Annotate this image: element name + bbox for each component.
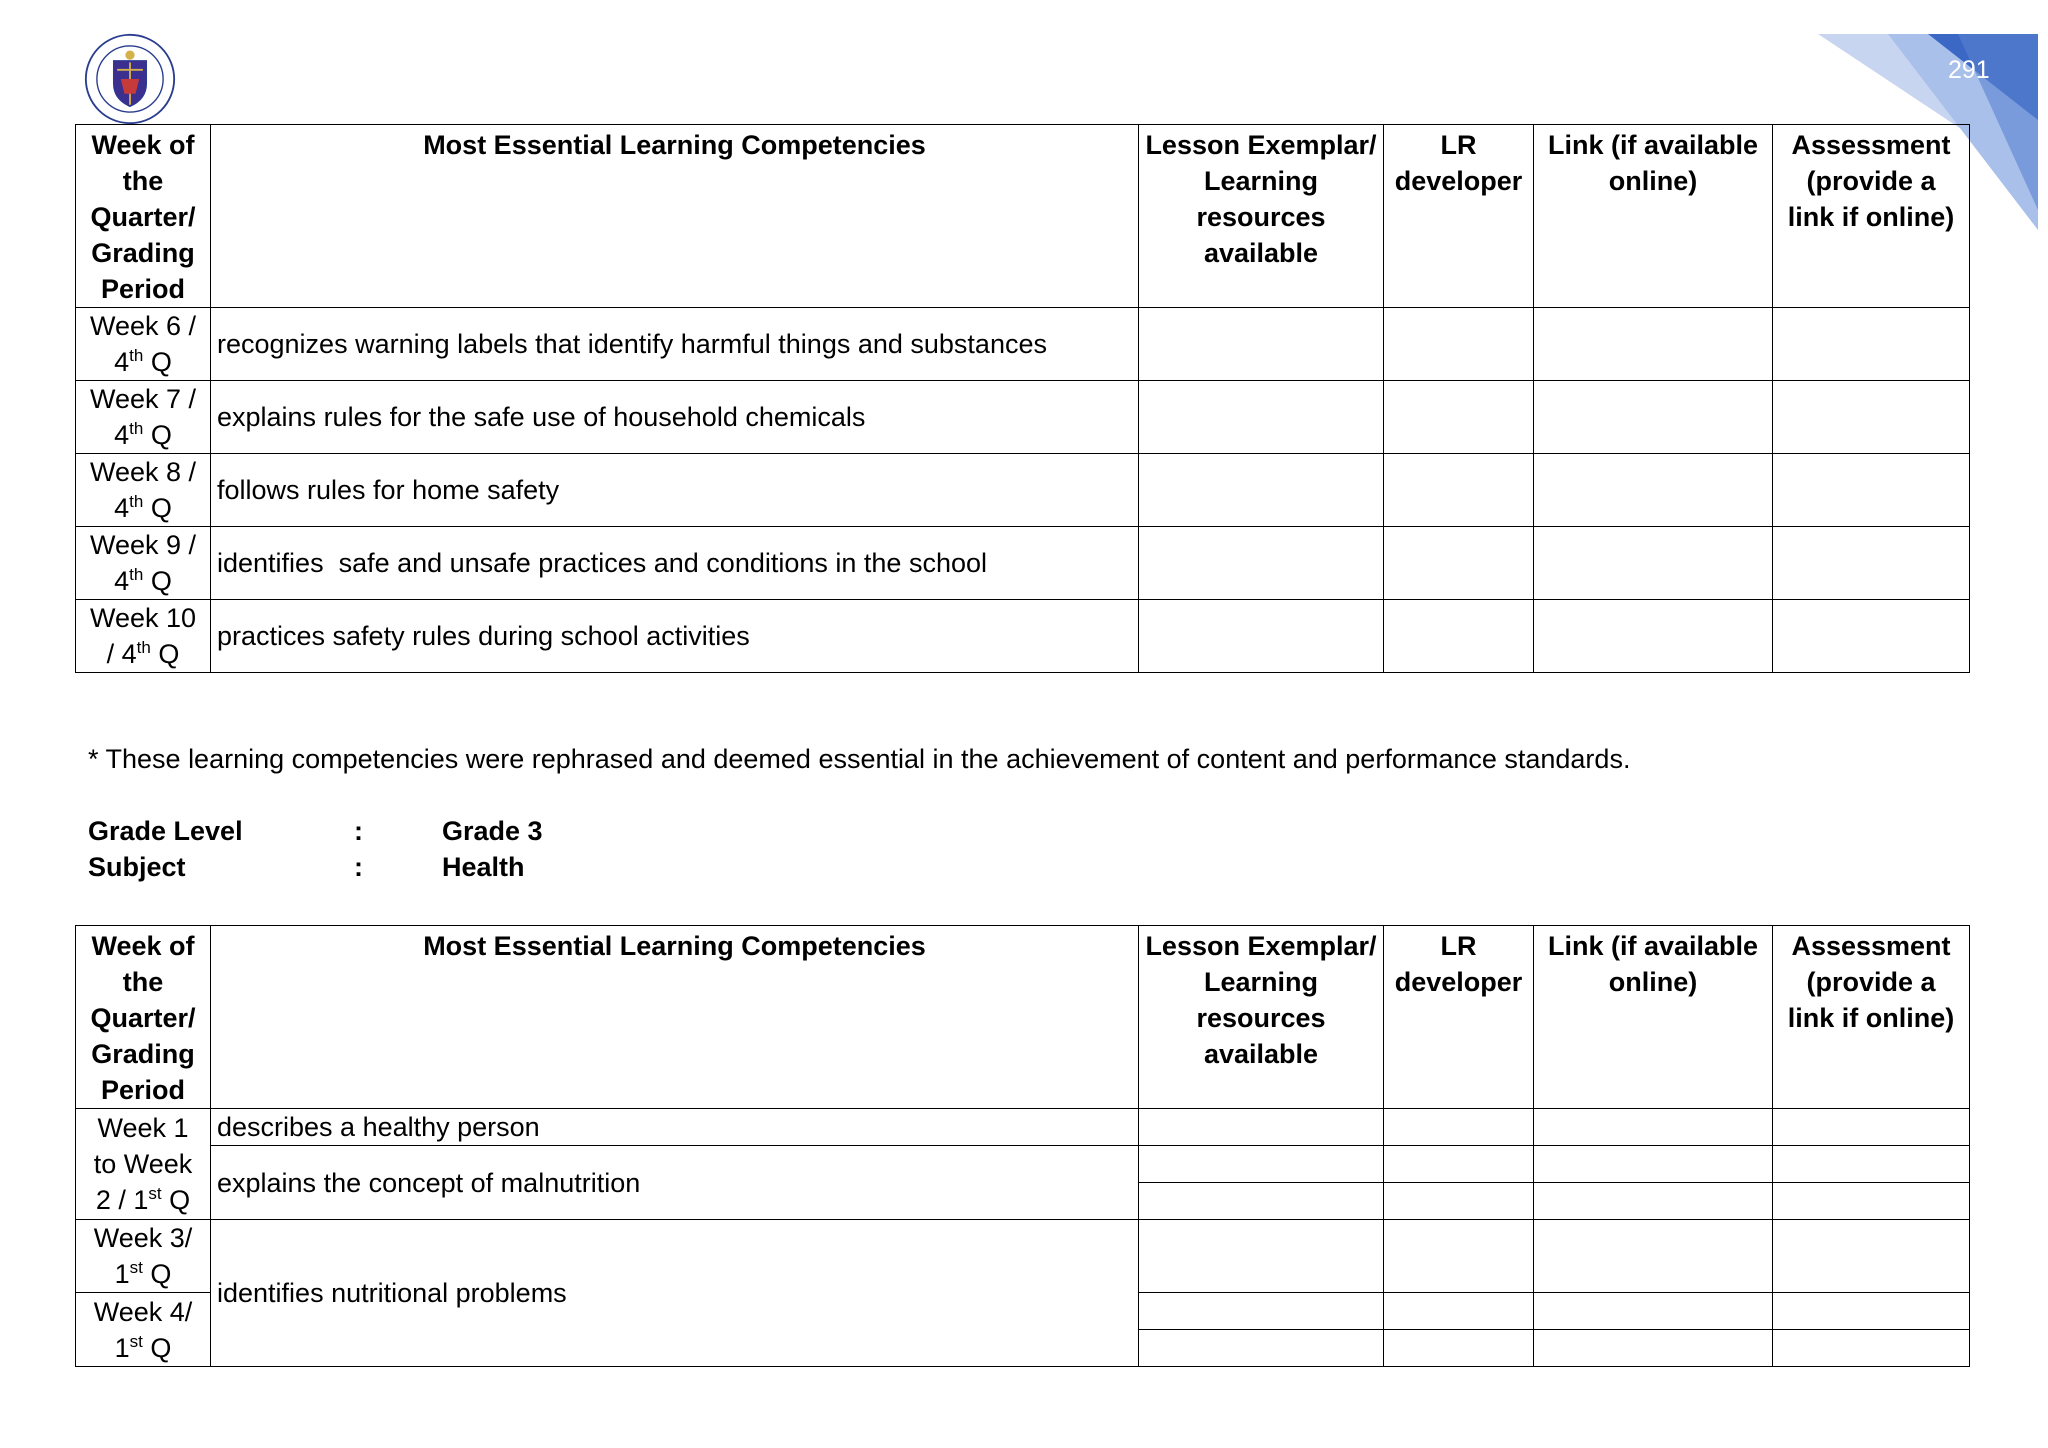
lr-cell <box>1384 1183 1534 1220</box>
lesson-cell <box>1139 381 1384 454</box>
table-row <box>76 454 1970 527</box>
week-cell: Week 4/ 1st Q <box>76 1293 211 1367</box>
competency-cell: practices safety rules during school activities <box>211 600 1139 673</box>
assessment-cell <box>1773 600 1970 673</box>
grade-level-value: Grade 3 <box>442 816 543 846</box>
link-cell <box>1534 1330 1773 1367</box>
assessment-cell <box>1773 1146 1970 1183</box>
table-header-row <box>76 926 1970 1109</box>
header-competency: Most Essential Learning Competencies <box>211 926 1139 1109</box>
table-row <box>76 1220 1970 1293</box>
assessment-cell <box>1773 527 1970 600</box>
lr-cell <box>1384 1293 1534 1330</box>
lesson-cell <box>1139 454 1384 527</box>
lesson-cell <box>1139 1109 1384 1146</box>
header-competency: Most Essential Learning Competencies <box>211 125 1139 308</box>
assessment-cell <box>1773 454 1970 527</box>
link-cell <box>1534 308 1773 381</box>
header-assessment: Assessment (provide a link if online) <box>1773 125 1970 308</box>
table-row <box>76 600 1970 673</box>
competency-table-2 <box>75 925 1970 1367</box>
lesson-cell <box>1139 1183 1384 1220</box>
grade-level-sep: : <box>354 816 363 846</box>
lr-cell <box>1384 1330 1534 1367</box>
link-cell <box>1534 1183 1773 1220</box>
subject-label: Subject <box>88 852 186 882</box>
deped-seal-logo <box>84 33 176 125</box>
competency-cell: follows rules for home safety <box>211 454 1139 527</box>
header-link: Link (if available online) <box>1534 125 1773 308</box>
lesson-cell <box>1139 527 1384 600</box>
lesson-cell <box>1139 1220 1384 1293</box>
assessment-cell <box>1773 1293 1970 1330</box>
competency-table-1 <box>75 124 1970 673</box>
assessment-cell <box>1773 1330 1970 1367</box>
header-lr-developer: LR developer <box>1384 926 1534 1109</box>
table-row <box>76 308 1970 381</box>
table-row <box>76 1146 1970 1183</box>
competency-cell: explains the concept of malnutrition <box>211 1146 1139 1220</box>
competency-cell: identifies safe and unsafe practices and conditions in the school <box>211 527 1139 600</box>
page-number: 291 <box>1948 56 1990 84</box>
competency-cell: describes a healthy person <box>211 1109 1139 1146</box>
week-cell: Week 6 / 4th Q <box>76 308 211 381</box>
week-cell: Week 7 / 4th Q <box>76 381 211 454</box>
link-cell <box>1534 1109 1773 1146</box>
lr-cell <box>1384 1220 1534 1293</box>
lesson-cell <box>1139 1146 1384 1183</box>
lr-cell <box>1384 381 1534 454</box>
header-lesson: Lesson Exemplar/ Learning resources available <box>1139 125 1384 308</box>
week-cell: Week 1 to Week 2 / 1st Q <box>76 1109 211 1220</box>
lesson-cell <box>1139 1293 1384 1330</box>
header-link: Link (if available online) <box>1534 926 1773 1109</box>
header-week: Week of the Quarter/ Grading Period <box>76 926 211 1109</box>
link-cell <box>1534 1220 1773 1293</box>
assessment-cell <box>1773 1109 1970 1146</box>
lesson-cell <box>1139 600 1384 673</box>
lr-cell <box>1384 600 1534 673</box>
link-cell <box>1534 600 1773 673</box>
lesson-cell <box>1139 1330 1384 1367</box>
table-row <box>76 1109 1970 1146</box>
table-row <box>76 527 1970 600</box>
lr-cell <box>1384 1146 1534 1183</box>
footnote: * These learning competencies were rephrased and deemed essential in the achievement of content and performance standards. <box>88 744 1631 774</box>
lr-cell <box>1384 454 1534 527</box>
competency-cell: identifies nutritional problems <box>211 1220 1139 1367</box>
lr-cell <box>1384 527 1534 600</box>
link-cell <box>1534 1293 1773 1330</box>
grade-level-label: Grade Level <box>88 816 243 846</box>
link-cell <box>1534 1146 1773 1183</box>
header-lr-developer: LR developer <box>1384 125 1534 308</box>
assessment-cell <box>1773 1220 1970 1293</box>
assessment-cell <box>1773 1183 1970 1220</box>
header-lesson: Lesson Exemplar/ Learning resources available <box>1139 926 1384 1109</box>
assessment-cell <box>1773 308 1970 381</box>
link-cell <box>1534 527 1773 600</box>
table-header-row <box>76 125 1970 308</box>
lr-cell <box>1384 308 1534 381</box>
header-week: Week of the Quarter/ Grading Period <box>76 125 211 308</box>
week-cell: Week 10 / 4th Q <box>76 600 211 673</box>
link-cell <box>1534 454 1773 527</box>
link-cell <box>1534 381 1773 454</box>
week-cell: Week 3/ 1st Q <box>76 1220 211 1293</box>
subject-value: Health <box>442 852 525 882</box>
lesson-cell <box>1139 308 1384 381</box>
competency-cell: recognizes warning labels that identify harmful things and substances <box>211 308 1139 381</box>
header-assessment: Assessment (provide a link if online) <box>1773 926 1970 1109</box>
lr-cell <box>1384 1109 1534 1146</box>
week-cell: Week 8 / 4th Q <box>76 454 211 527</box>
competency-cell: explains rules for the safe use of household chemicals <box>211 381 1139 454</box>
table-row <box>76 381 1970 454</box>
assessment-cell <box>1773 381 1970 454</box>
subject-sep: : <box>354 852 363 882</box>
week-cell: Week 9 / 4th Q <box>76 527 211 600</box>
